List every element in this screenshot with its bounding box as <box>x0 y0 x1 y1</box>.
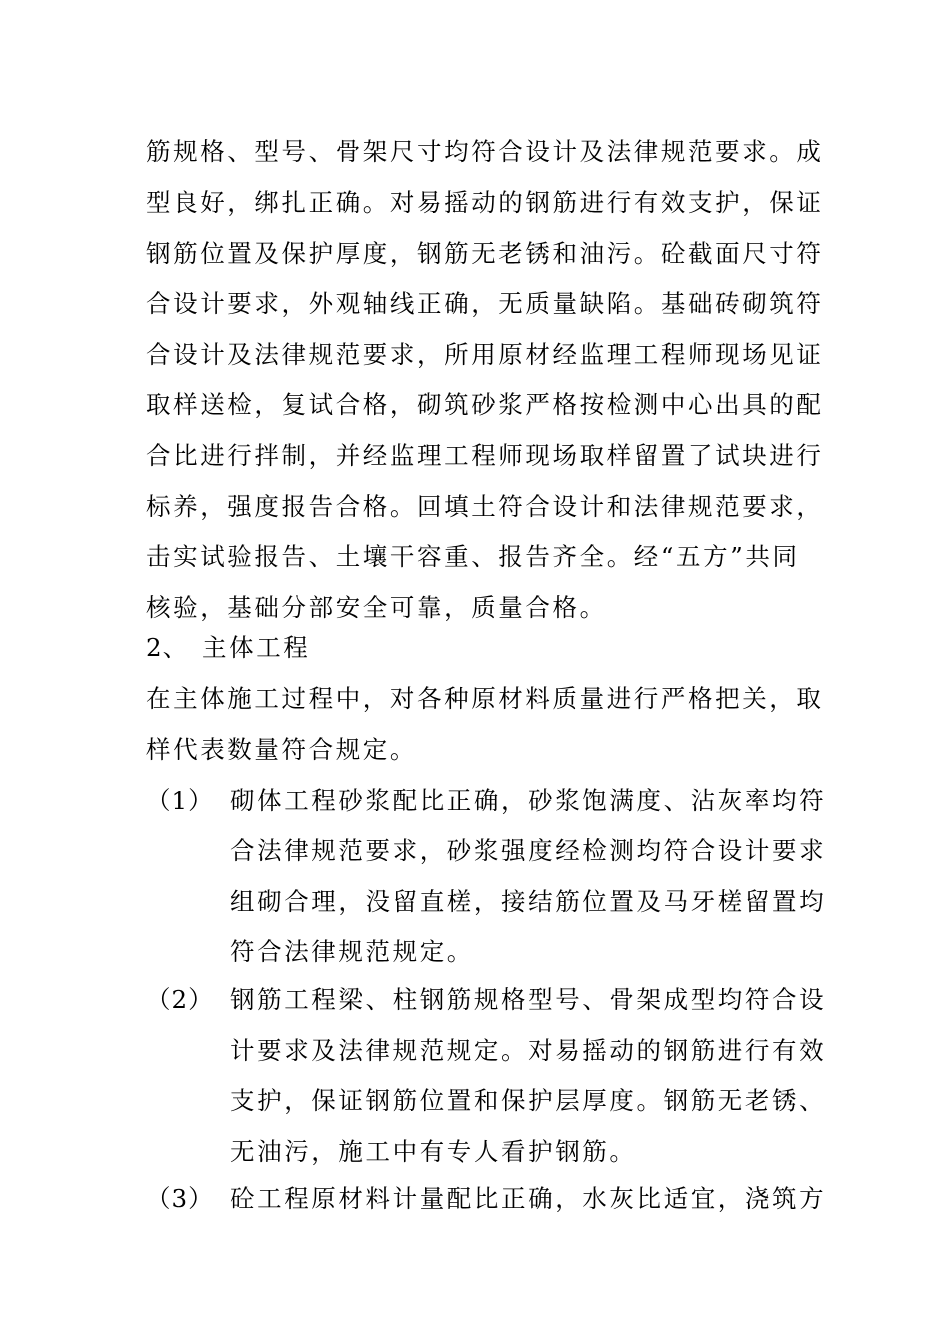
text-line: 砌体工程砂浆配比正确，砂浆饱满度、沾灰率均符 <box>230 786 827 815</box>
text-line: 支护，保证钢筋位置和保护层厚度。钢筋无老锈、 <box>230 1086 827 1115</box>
text-line: 合设计及法律规范要求，所用原材经监理工程师现场见证 <box>146 340 824 369</box>
list-item-marker: （2） <box>146 985 214 1014</box>
text-line: 计要求及法律规范规定。对易摇动的钢筋进行有效 <box>230 1036 827 1065</box>
text-line: 钢筋工程梁、柱钢筋规格型号、骨架成型均符合设 <box>230 985 827 1014</box>
section-number: 2、 <box>146 633 189 662</box>
text-line: 击实试验报告、土壤干容重、报告齐全。经“五方”共同 <box>146 542 800 571</box>
text-line: 型良好，绑扎正确。对易摇动的钢筋进行有效支护，保证 <box>146 188 824 217</box>
text-line: 钢筋位置及保护厚度，钢筋无老锈和油污。砼截面尺寸符 <box>146 239 824 268</box>
text-line: 符合法律规范规定。 <box>230 937 474 966</box>
text-line: 合设计要求，外观轴线正确，无质量缺陷。基础砖砌筑符 <box>146 289 824 318</box>
text-line: 无油污，施工中有专人看护钢筋。 <box>230 1137 637 1166</box>
text-line: 核验，基础分部安全可靠，质量合格。 <box>146 593 607 622</box>
text-line: 取样送检，复试合格，砌筑砂浆严格按检测中心出具的配 <box>146 390 824 419</box>
section-title: 主体工程 <box>202 633 311 662</box>
text-line: 标养，强度报告合格。回填土符合设计和法律规范要求， <box>146 492 824 521</box>
text-line: 在主体施工过程中，对各种原材料质量进行严格把关，取 <box>146 684 824 713</box>
list-item-marker: （3） <box>146 1184 214 1213</box>
list-item-marker: （1） <box>146 786 214 815</box>
text-line: 合比进行拌制，并经监理工程师现场取样留置了试块进行 <box>146 441 824 470</box>
text-line: 砼工程原材料计量配比正确，水灰比适宜，浇筑方 <box>230 1184 827 1213</box>
text-line: 筋规格、型号、骨架尺寸均符合设计及法律规范要求。成 <box>146 137 824 166</box>
text-line: 组砌合理，没留直槎，接结筋位置及马牙槎留置均 <box>230 887 827 916</box>
text-line: 样代表数量符合规定。 <box>146 735 417 764</box>
text-line: 合法律规范要求，砂浆强度经检测均符合设计要求 <box>230 836 827 865</box>
